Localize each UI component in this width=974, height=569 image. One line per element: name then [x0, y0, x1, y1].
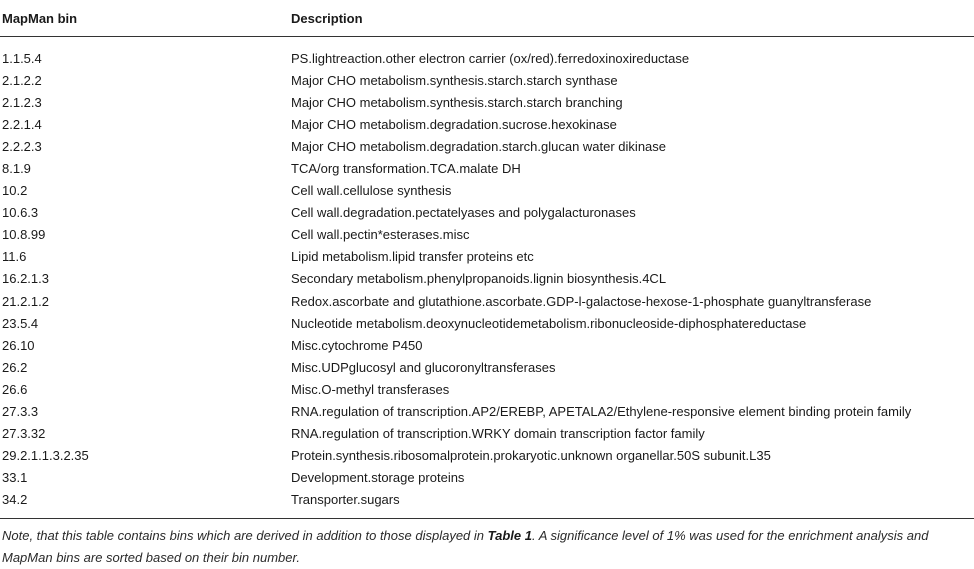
- description-cell: Cell wall.pectin*esterases.misc: [291, 227, 470, 243]
- table-body: [0, 37, 974, 511]
- bin-cell: 2.2.2.3: [2, 138, 42, 154]
- bin-cell: 1.1.5.4: [2, 50, 42, 66]
- table-row: [0, 180, 974, 202]
- description-cell: Misc.cytochrome P450: [291, 337, 423, 353]
- bin-cell: 23.5.4: [2, 315, 39, 331]
- table-row: [0, 467, 974, 489]
- table-row: [0, 423, 974, 445]
- table-row: [0, 268, 974, 290]
- table-row: [0, 135, 974, 157]
- bin-cell: 10.2: [2, 183, 28, 199]
- description-cell: PS.lightreaction.other electron carrier (ox/red).ferredoxinoxireductase: [291, 50, 690, 66]
- table-row: [0, 489, 974, 511]
- bin-cell: 8.1.9: [2, 161, 31, 177]
- description-cell: Transporter.sugars: [291, 492, 400, 508]
- bin-cell: 27.3.32: [2, 426, 46, 442]
- table-row: [0, 290, 974, 312]
- description-cell: Redox.ascorbate and glutathione.ascorbate.GDP-l-galactose-hexose-1-phosphate guanyltransferase: [291, 293, 872, 309]
- table-row: [0, 246, 974, 268]
- table-row: [0, 445, 974, 467]
- table-row: [0, 69, 974, 91]
- table-footnote: [2, 525, 974, 569]
- description-cell: Secondary metabolism.phenylpropanoids.lignin biosynthesis.4CL: [291, 271, 667, 287]
- description-cell: Development.storage proteins: [291, 470, 465, 486]
- description-cell: Major CHO metabolism.synthesis.starch.starch branching: [291, 94, 623, 110]
- table-row: [0, 202, 974, 224]
- description-cell: Major CHO metabolism.degradation.sucrose.hexokinase: [291, 116, 617, 132]
- bin-cell: 26.2: [2, 359, 28, 375]
- bin-cell: 26.10: [2, 337, 35, 353]
- bin-cell: 33.1: [2, 470, 28, 486]
- bin-cell: 26.6: [2, 381, 28, 397]
- description-cell: Major CHO metabolism.degradation.starch.glucan water dikinase: [291, 138, 667, 154]
- table-row: [0, 37, 974, 70]
- description-cell: Nucleotide metabolism.deoxynucleotidemetabolism.ribonucleoside-diphosphatereductase: [291, 315, 807, 331]
- description-cell: Major CHO metabolism.synthesis.starch.starch synthase: [291, 72, 618, 88]
- description-cell: Cell wall.degradation.pectatelyases and polygalacturonases: [291, 205, 636, 221]
- description-cell: RNA.regulation of transcription.WRKY domain transcription factor family: [291, 426, 705, 442]
- table-row: [0, 334, 974, 356]
- description-cell: Misc.UDPglucosyl and glucoronyltransferases: [291, 359, 556, 375]
- bin-cell: 10.8.99: [2, 227, 46, 243]
- table-row: [0, 91, 974, 113]
- table-row: [0, 157, 974, 179]
- description-cell: Cell wall.cellulose synthesis: [291, 183, 452, 199]
- bin-cell: 16.2.1.3: [2, 271, 49, 287]
- footnote-text-after: . A significance level of 1% was used for the enrichment analysis and MapMan bins are sorted based on their bin number.: [2, 528, 929, 565]
- table-bottom-rule: [0, 518, 974, 519]
- bin-cell: 27.3.3: [2, 404, 39, 420]
- table-row: [0, 113, 974, 135]
- description-cell: TCA/org transformation.TCA.malate DH: [291, 161, 521, 177]
- table-1-reference: Table 1: [487, 528, 532, 543]
- bin-cell: 2.2.1.4: [2, 116, 42, 132]
- table-row: [0, 224, 974, 246]
- bin-cell: 11.6: [2, 249, 27, 265]
- header-description: Description: [290, 0, 974, 37]
- table-row: [0, 378, 974, 400]
- table-row: [0, 312, 974, 334]
- table-row: [0, 356, 974, 378]
- bin-cell: 21.2.1.2: [2, 293, 49, 309]
- description-cell: Lipid metabolism.lipid transfer proteins etc: [291, 249, 534, 265]
- description-cell: RNA.regulation of transcription.AP2/EREBP, APETALA2/Ethylene-responsive element binding protein family: [291, 404, 912, 420]
- bin-cell: 2.1.2.3: [2, 94, 42, 110]
- header-row: [0, 0, 974, 37]
- bin-cell: 10.6.3: [2, 205, 39, 221]
- footnote-text-before: Note, that this table contains bins which are derived in addition to those displayed in: [2, 528, 488, 543]
- table-row: [0, 401, 974, 423]
- header-mapman-bin: MapMan bin: [0, 0, 290, 37]
- bin-cell: 34.2: [2, 492, 28, 508]
- description-cell: Misc.O-methyl transferases: [291, 381, 450, 397]
- bin-cell: 2.1.2.2: [2, 72, 42, 88]
- description-cell: Protein.synthesis.ribosomalprotein.prokaryotic.unknown organellar.50S subunit.L35: [291, 448, 771, 464]
- table-header: [0, 0, 974, 37]
- bin-cell: 29.2.1.1.3.2.35: [2, 448, 89, 464]
